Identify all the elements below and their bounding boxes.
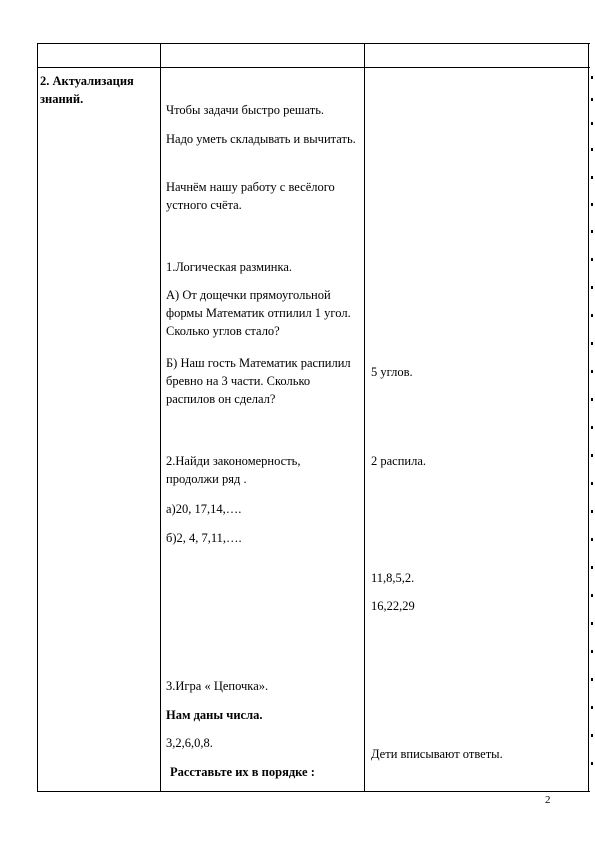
task-3-instruction: Расставьте их в порядке : [170,765,315,779]
answer-2b: 16,22,29 [371,599,415,613]
answer-3: Дети вписывают ответы. [371,747,503,761]
cut-column-mark [591,342,593,345]
cut-column-mark [591,706,593,709]
answer-2a: 11,8,5,2. [371,571,415,585]
column-divider-2 [364,43,365,792]
task-2a-text: а)20, 17,14,…. [166,502,242,516]
task-1a-text: А) От дощечки прямоугольной формы Математик отпилил 1 угол. Сколько углов стало? [166,288,351,338]
task-1b-text: Б) Наш гость Математик распилил бревно на 3 части. Сколько распилов он сделал? [166,356,351,406]
cut-column-mark [591,148,593,151]
cut-column-mark [591,370,593,373]
cut-column-mark [591,258,593,261]
cut-column-mark [591,734,593,737]
cut-column-mark [591,203,593,206]
intro-line-1: Чтобы задачи быстро решать. [166,103,325,117]
intro-line-3: Начнём нашу работу с весёлого устного счёта. [166,180,335,212]
column-divider-1 [160,43,161,792]
table-bottom-border [37,791,590,792]
task-3-given-numbers-label: Нам даны числа. [166,708,263,722]
cut-column-mark [591,650,593,653]
cut-column-mark [591,122,593,125]
table-top-border [37,43,590,44]
cut-column-mark [591,398,593,401]
cut-column-mark [591,230,593,233]
answer-1a: 5 углов. [371,365,413,379]
cut-column-mark [591,286,593,289]
cut-column-mark [591,762,593,765]
cut-column-mark [591,482,593,485]
cut-column-mark [591,622,593,625]
cut-column-mark [591,426,593,429]
answer-1b: 2 распила. [371,454,427,468]
cut-column-mark [591,314,593,317]
intro-line-2: Надо уметь складывать и вычитать. [166,132,356,146]
cut-column-mark [591,538,593,541]
task-2b-text: б)2, 4, 7,11,…. [166,531,242,545]
cut-column-mark [591,566,593,569]
task-3-numbers: 3,2,6,0,8. [166,736,213,750]
section-title: 2. Актуализация знаний. [40,74,134,106]
task-2-heading: 2.Найди закономерность, продолжи ряд . [166,454,301,486]
cut-column-mark [591,454,593,457]
table-left-border [37,43,38,792]
cut-column-mark [591,510,593,513]
cut-column-mark [591,678,593,681]
task-1-heading: 1.Логическая разминка. [166,260,293,274]
cut-column-mark [591,98,593,101]
cut-column-mark [591,176,593,179]
column-divider-3 [588,43,589,792]
task-3-heading: 3.Игра « Цепочка». [166,679,269,693]
header-row-divider [37,67,590,68]
cut-column-mark [591,594,593,597]
page-number: 2 [545,794,551,806]
cut-column-mark [591,76,593,79]
